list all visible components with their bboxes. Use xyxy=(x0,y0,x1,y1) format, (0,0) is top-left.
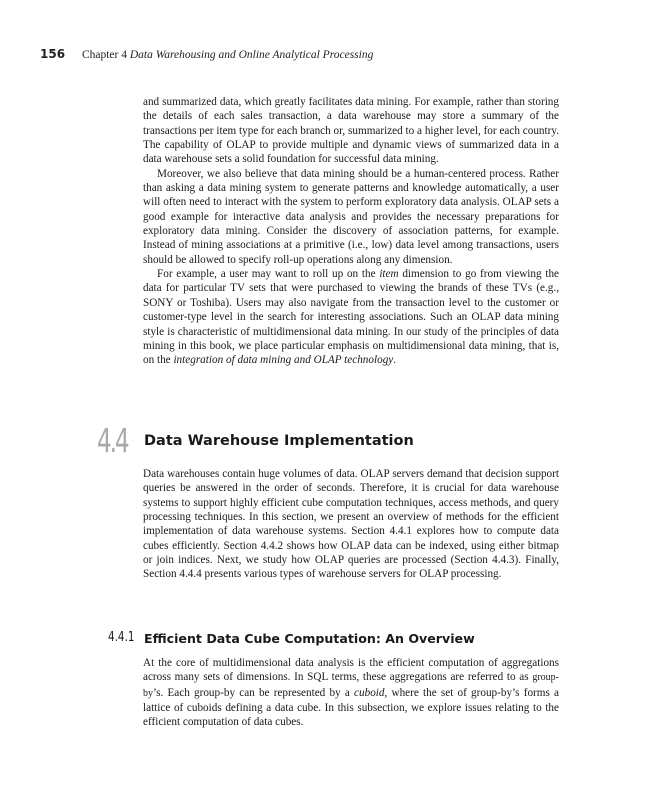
running-head xyxy=(40,47,373,61)
text-run: . xyxy=(393,354,397,367)
chapter-label: Chapter 4 xyxy=(81,49,127,61)
text-run: At the core of multidimensional data analysis is the efficient computation of aggregations across many sets of dimensions. In SQL terms, these aggregations are referred to as xyxy=(143,657,559,684)
paragraph: and summarized data, which greatly facilitates data mining. For example, rather than storing the details of each sales transaction, a data warehouse may store a summary of the transactions per item type for each branch or, summarized to a higher level, for each country. The capability of OLAP to provide multiple and dynamic views of summarized data in a data warehouse sets a solid foundation for successful data mining. xyxy=(143,96,559,166)
paragraph xyxy=(143,267,559,367)
section-text-block xyxy=(143,467,559,582)
text-run: ’s. Each group-by can be represented by a xyxy=(153,686,350,699)
section-number: 4.4 xyxy=(97,421,128,460)
text-run: For example, a user may want to roll up on the xyxy=(157,268,376,281)
section-title: Data Warehouse Implementation xyxy=(144,433,414,449)
italic-term: integration of data mining and OLAP technology xyxy=(173,354,394,367)
paragraph xyxy=(143,656,559,730)
italic-term: cuboid xyxy=(354,686,385,699)
chapter-title: Data Warehousing and Online Analytical Processing xyxy=(129,49,374,61)
text-run: dimension to go from viewing the data for particular TV sets that were purchased to viewing the brands of these TVs (e.g., SONY or Toshiba). Users may also navigate from the transaction level to the customer or customer-type level in the search for interesting associations. Such an OLAP data mining style is characteristic of multidimensional data mining. In our study of the principles of data mining in this book, we place particular emphasis on multidimensional data mining, that is, on the xyxy=(143,268,560,367)
paragraph: Moreover, we also believe that data mining should be a human-centered process. Rather than asking a data mining system to generate patterns and knowledge automatically, a user will often need to interact with the system to perform exploratory data analysis. OLAP sets a good example for interactive data analysis and provides the necessary preparations for exploratory data mining. Consider the discovery of association patterns, for example. Instead of mining associations at a primitive (i.e., low) data level among transactions, users should be allowed to specify roll-up operations along any dimension. xyxy=(143,167,559,266)
intro-text-block xyxy=(143,95,559,368)
page-number: 156 xyxy=(40,47,66,61)
term-group-by: group-by xyxy=(143,672,559,699)
paragraph: Data warehouses contain huge volumes of data. OLAP servers demand that decision support queries be answered in the order of seconds. Therefore, it is crucial for data warehouse systems to support highly efficient cube computation techniques, access methods, and query processing techniques. In this section, we present an overview of methods for the efficient implementation of data warehouse systems. Section 4.4.1 explores how to compute data cubes efficiently. Section 4.4.2 shows how OLAP data can be indexed, using either bitmap or join indices. Next, we study how OLAP queries are processed (Section 4.4.3). Finally, Section 4.4.4 presents various types of warehouse servers for OLAP processing. xyxy=(143,468,559,581)
subsection-number: 4.4.1 xyxy=(108,630,135,645)
subsection-title: Efficient Data Cube Computation: An Overview xyxy=(144,631,475,646)
text-run: , where the set of group-by’s forms a lattice of cuboids defining a data cube. In this subsection, we explore issues relating to the efficient computation of data cubes. xyxy=(143,686,559,729)
italic-term: item xyxy=(379,268,399,281)
subsection-text-block xyxy=(143,656,559,730)
